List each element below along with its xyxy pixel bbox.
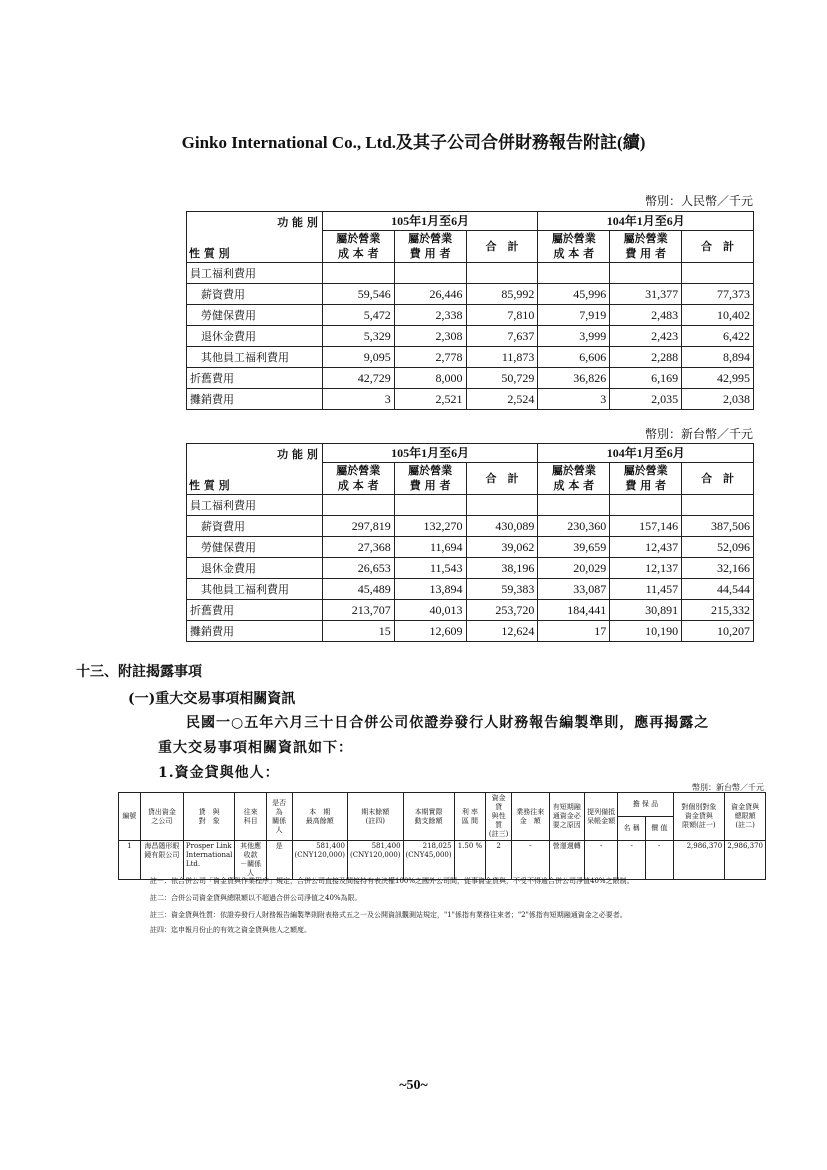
table-row bbox=[187, 621, 754, 642]
loan-header-coll-value: 價 值 bbox=[645, 817, 673, 841]
row-value bbox=[610, 263, 682, 284]
loan-cell-rate: 1.50 % bbox=[454, 841, 486, 880]
row-label: 攤銷費用 bbox=[187, 389, 323, 410]
row-value bbox=[538, 263, 610, 284]
row-value: 11,873 bbox=[466, 347, 538, 368]
row-label: 薪資費用 bbox=[187, 284, 323, 305]
table-row bbox=[187, 495, 754, 516]
row-value: 40,013 bbox=[394, 600, 466, 621]
row-label: 勞健保費用 bbox=[187, 537, 323, 558]
table-row bbox=[187, 516, 754, 537]
row-value: 15 bbox=[322, 621, 394, 642]
row-value: 33,087 bbox=[538, 579, 610, 600]
row-value: 6,169 bbox=[610, 368, 682, 389]
table-row bbox=[187, 347, 754, 368]
table-row bbox=[187, 389, 754, 410]
table2-col-total: 合 計 bbox=[682, 462, 754, 494]
row-label: 其他員工福利費用 bbox=[187, 579, 323, 600]
table-row bbox=[187, 284, 754, 305]
row-value: 2,035 bbox=[610, 389, 682, 410]
loan-cell-limit-individual: 2,986,370 bbox=[673, 841, 725, 880]
row-label: 員工福利費用 bbox=[187, 495, 323, 516]
row-value: 7,810 bbox=[466, 305, 538, 326]
loan-cell-account: 其他應收款 －關係人 bbox=[235, 841, 266, 880]
loan-cell-end-balance: 581,400 (CNY120,000) bbox=[348, 841, 404, 880]
loan-cell-no: 1 bbox=[119, 841, 141, 880]
row-value: 12,137 bbox=[610, 558, 682, 579]
row-value: 45,489 bbox=[322, 579, 394, 600]
loan-cell-lender: 海昌隱形眼 鏡有限公司 bbox=[140, 841, 183, 880]
row-value: 31,377 bbox=[610, 284, 682, 305]
row-value: 52,096 bbox=[682, 537, 754, 558]
row-label: 折舊費用 bbox=[187, 600, 323, 621]
loan-header-no: 編號 bbox=[119, 793, 141, 841]
row-value: 12,437 bbox=[610, 537, 682, 558]
section-subheading: (一)重大交易事項相關資訊 bbox=[128, 691, 296, 707]
row-value: 17 bbox=[538, 621, 610, 642]
row-value bbox=[466, 495, 538, 516]
row-value: 39,062 bbox=[466, 537, 538, 558]
row-value bbox=[322, 495, 394, 516]
loan-header-actual: 本期實際 動支餘額 bbox=[403, 793, 454, 841]
loan-header-limit-individual: 對個別對象 資金貸與 限額(註一) bbox=[673, 793, 725, 841]
loan-header-short-term: 有短期融 通資金必 要之原因 bbox=[549, 793, 584, 841]
loan-cell-allowance: - bbox=[584, 841, 617, 880]
row-value: 2,308 bbox=[394, 326, 466, 347]
row-value bbox=[394, 263, 466, 284]
row-value: 6,606 bbox=[538, 347, 610, 368]
row-value: 3,999 bbox=[538, 326, 610, 347]
row-value: 8,000 bbox=[394, 368, 466, 389]
row-value: 30,891 bbox=[610, 600, 682, 621]
table2-col-total: 合 計 bbox=[466, 462, 538, 494]
loan-cell-coll-name: - bbox=[618, 841, 646, 880]
row-value: 38,196 bbox=[466, 558, 538, 579]
section-paragraph-line1: 民國一○五年六月三十日合併公司依證券發行人財務報告編製準則，應再揭露之 bbox=[186, 715, 710, 731]
table-row bbox=[187, 600, 754, 621]
page-title: Ginko International Co., Ltd.及其子公司合併財務報告附註(續) bbox=[181, 133, 646, 152]
table-row bbox=[187, 326, 754, 347]
loan-note-4: 註四：迄申報月份止的有效之資金貸與他人之額度。 bbox=[150, 926, 311, 934]
row-value: 387,506 bbox=[682, 516, 754, 537]
loan-cell-related: 是 bbox=[266, 841, 292, 880]
row-value: 36,826 bbox=[538, 368, 610, 389]
table1-col-total: 合 計 bbox=[466, 230, 538, 262]
row-value: 26,446 bbox=[394, 284, 466, 305]
row-value: 157,146 bbox=[610, 516, 682, 537]
loan-cell-business: - bbox=[512, 841, 550, 880]
table2-col-cost: 屬於營業 成 本 者 bbox=[538, 462, 610, 494]
loan-header-limit-total: 資金貸與 總限額 (註二) bbox=[725, 793, 766, 841]
table1-col-expense: 屬於營業 費 用 者 bbox=[394, 230, 466, 262]
row-value: 184,441 bbox=[538, 600, 610, 621]
row-value: 59,383 bbox=[466, 579, 538, 600]
table1-col-cost: 屬於營業 成 本 者 bbox=[322, 230, 394, 262]
row-value: 3 bbox=[322, 389, 394, 410]
row-value: 6,422 bbox=[682, 326, 754, 347]
loan-note-3: 註三：資金貸與性質：依證券發行人財務報告編製準則附表格式五之一及公開資訊觀測站規定，"1"係指有業務往來者；"2"係指有短期融通資金之必要者。 bbox=[150, 911, 627, 919]
table-row bbox=[187, 558, 754, 579]
row-value bbox=[538, 495, 610, 516]
row-value: 5,329 bbox=[322, 326, 394, 347]
row-value: 132,270 bbox=[394, 516, 466, 537]
row-value: 50,729 bbox=[466, 368, 538, 389]
table-row bbox=[187, 537, 754, 558]
row-value: 3 bbox=[538, 389, 610, 410]
loan-header-related: 是否為 關係人 bbox=[266, 793, 292, 841]
row-value bbox=[610, 495, 682, 516]
loan-unit: 幣別：新台幣／千元 bbox=[692, 783, 764, 792]
table2-corner bbox=[187, 444, 323, 495]
row-value: 20,029 bbox=[538, 558, 610, 579]
row-value: 45,996 bbox=[538, 284, 610, 305]
loan-note-1: 註一：依合併公司「資金貸與作業程序」規定，合併公司直接及間接持有表決權100%之國外公司間，從事資金貸與，不受不得逾合併公司淨值40%之限制。 bbox=[150, 877, 634, 885]
table2-col-expense: 屬於營業 費 用 者 bbox=[610, 462, 682, 494]
loan-header-end-balance: 期末餘額 (註四) bbox=[348, 793, 404, 841]
table1-col-cost: 屬於營業 成 本 者 bbox=[538, 230, 610, 262]
row-value bbox=[466, 263, 538, 284]
row-label: 折舊費用 bbox=[187, 368, 323, 389]
table2-period1: 105年1月至6月 bbox=[322, 444, 538, 463]
row-value: 10,190 bbox=[610, 621, 682, 642]
row-value: 2,423 bbox=[610, 326, 682, 347]
section-item1: 1.資金貸與他人： bbox=[158, 765, 280, 781]
table-row bbox=[187, 263, 754, 284]
table-row bbox=[187, 305, 754, 326]
row-value: 39,659 bbox=[538, 537, 610, 558]
table1-corner bbox=[187, 212, 323, 263]
row-label: 退休金費用 bbox=[187, 326, 323, 347]
row-value: 42,729 bbox=[322, 368, 394, 389]
loan-header-business: 業務往來 金 額 bbox=[512, 793, 550, 841]
row-value: 8,894 bbox=[682, 347, 754, 368]
row-value: 77,373 bbox=[682, 284, 754, 305]
table1-col-expense: 屬於營業 費 用 者 bbox=[610, 230, 682, 262]
row-value: 11,694 bbox=[394, 537, 466, 558]
loan-header-allowance: 提列備抵 呆帳金額 bbox=[584, 793, 617, 841]
loan-table bbox=[118, 792, 766, 880]
table-row bbox=[187, 579, 754, 600]
row-value: 2,338 bbox=[394, 305, 466, 326]
loan-header-nature: 資金貸 與性質 (註三) bbox=[486, 793, 512, 841]
table1-corner-function: 功 能 別 bbox=[277, 216, 318, 229]
row-value: 11,457 bbox=[610, 579, 682, 600]
table-row bbox=[187, 368, 754, 389]
loan-header-lender: 貸出資金 之公司 bbox=[140, 793, 183, 841]
row-value: 213,707 bbox=[322, 600, 394, 621]
row-label: 員工福利費用 bbox=[187, 263, 323, 284]
row-value: 230,360 bbox=[538, 516, 610, 537]
loan-header-borrower: 貸 與 對 象 bbox=[183, 793, 234, 841]
row-value: 2,288 bbox=[610, 347, 682, 368]
table1-unit: 幣別：人民幣／千元 bbox=[644, 194, 753, 208]
row-value: 2,483 bbox=[610, 305, 682, 326]
row-value: 2,778 bbox=[394, 347, 466, 368]
table2 bbox=[186, 443, 754, 642]
loan-cell-coll-value: - bbox=[645, 841, 673, 880]
loan-cell-max-balance: 581,400 (CNY120,000) bbox=[292, 841, 348, 880]
row-label: 攤銷費用 bbox=[187, 621, 323, 642]
row-value bbox=[394, 495, 466, 516]
row-value: 9,095 bbox=[322, 347, 394, 368]
row-value: 42,995 bbox=[682, 368, 754, 389]
row-value: 13,894 bbox=[394, 579, 466, 600]
table1 bbox=[186, 211, 754, 410]
row-value: 297,819 bbox=[322, 516, 394, 537]
row-value: 10,207 bbox=[682, 621, 754, 642]
row-value: 5,472 bbox=[322, 305, 394, 326]
table2-period2: 104年1月至6月 bbox=[538, 444, 754, 463]
loan-cell-nature: 2 bbox=[486, 841, 512, 880]
row-value: 430,089 bbox=[466, 516, 538, 537]
table1-period2: 104年1月至6月 bbox=[538, 212, 754, 231]
loan-cell-short-term: 營運週轉 bbox=[549, 841, 584, 880]
loan-header-account: 往來 科目 bbox=[235, 793, 266, 841]
loan-header-rate: 利 率 區 間 bbox=[454, 793, 486, 841]
loan-header-max-balance: 本 期 最高餘額 bbox=[292, 793, 348, 841]
page-number: ~50~ bbox=[399, 1078, 428, 1093]
loan-header-coll-name: 名 稱 bbox=[618, 817, 646, 841]
row-label: 其他員工福利費用 bbox=[187, 347, 323, 368]
loan-cell-borrower: Prosper Link International Ltd. bbox=[183, 841, 234, 880]
row-value bbox=[322, 263, 394, 284]
row-value: 12,624 bbox=[466, 621, 538, 642]
row-value: 26,653 bbox=[322, 558, 394, 579]
table2-corner-function: 功 能 別 bbox=[277, 448, 318, 461]
row-value: 2,521 bbox=[394, 389, 466, 410]
row-label: 勞健保費用 bbox=[187, 305, 323, 326]
table1-period1: 105年1月至6月 bbox=[322, 212, 538, 231]
section-paragraph-line2: 重大交易事項相關資訊如下： bbox=[158, 740, 353, 756]
row-value: 32,166 bbox=[682, 558, 754, 579]
row-value: 2,038 bbox=[682, 389, 754, 410]
row-value: 85,992 bbox=[466, 284, 538, 305]
loan-cell-actual: 218,025 (CNY45,000) bbox=[403, 841, 454, 880]
row-value: 10,402 bbox=[682, 305, 754, 326]
row-value: 2,524 bbox=[466, 389, 538, 410]
table2-col-expense: 屬於營業 費 用 者 bbox=[394, 462, 466, 494]
row-value: 12,609 bbox=[394, 621, 466, 642]
loan-cell-limit-total: 2,986,370 bbox=[725, 841, 766, 880]
table2-unit: 幣別：新台幣／千元 bbox=[644, 427, 753, 441]
row-value bbox=[682, 263, 754, 284]
row-value: 27,368 bbox=[322, 537, 394, 558]
row-value: 7,919 bbox=[538, 305, 610, 326]
row-value: 11,543 bbox=[394, 558, 466, 579]
table1-col-total: 合 計 bbox=[682, 230, 754, 262]
loan-note-2: 註二：合併公司資金貸與總限額以不超過合併公司淨值之40%為限。 bbox=[150, 894, 362, 902]
table2-corner-nature: 性 質 別 bbox=[189, 479, 230, 492]
row-value: 215,332 bbox=[682, 600, 754, 621]
loan-header-collateral: 擔 保 品 bbox=[618, 793, 673, 817]
row-value: 44,544 bbox=[682, 579, 754, 600]
row-value: 253,720 bbox=[466, 600, 538, 621]
row-value: 7,637 bbox=[466, 326, 538, 347]
row-value: 59,546 bbox=[322, 284, 394, 305]
row-label: 退休金費用 bbox=[187, 558, 323, 579]
table2-col-cost: 屬於營業 成 本 者 bbox=[322, 462, 394, 494]
row-label: 薪資費用 bbox=[187, 516, 323, 537]
row-value bbox=[682, 495, 754, 516]
table1-corner-nature: 性 質 別 bbox=[189, 247, 230, 260]
section-heading: 十三、附註揭露事項 bbox=[76, 664, 202, 680]
